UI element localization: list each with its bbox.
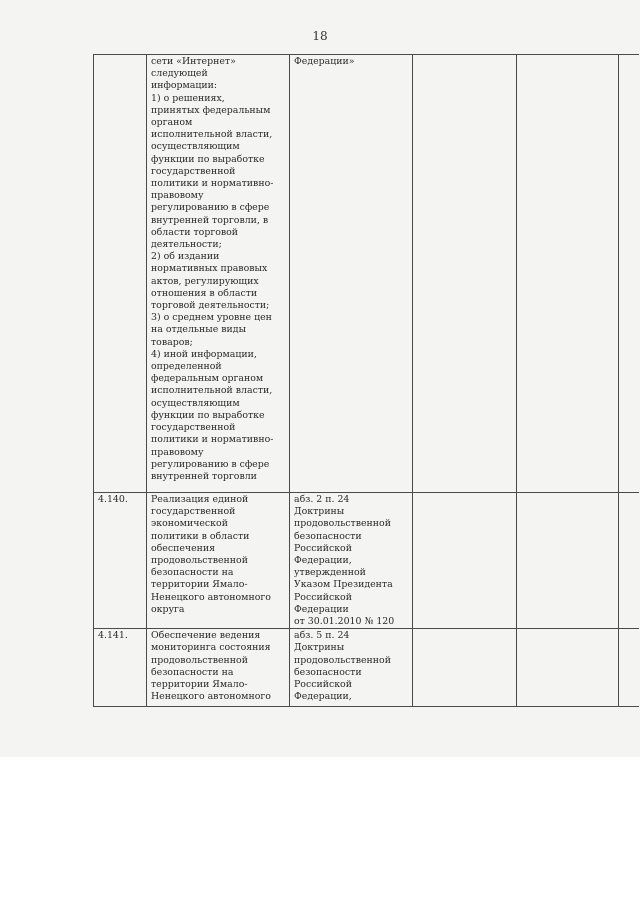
- empty-cell: [517, 629, 619, 707]
- legal-basis-cell: абз. 2 п. 24 Доктрины продовольственной безопасности Российской Федерации, утвержденной Указом Президента Российской Федерации от 30.01.2010 № 120: [290, 493, 413, 629]
- empty-cell: [413, 629, 517, 707]
- page-number: 18: [312, 29, 328, 43]
- row-number-cell: 4.140.: [94, 493, 147, 629]
- row-number-cell: [94, 55, 147, 493]
- empty-cell: [413, 493, 517, 629]
- legal-basis-cell: Федерации»: [290, 55, 413, 493]
- table-row: [94, 55, 639, 493]
- empty-cell: [517, 493, 619, 629]
- table-row: [94, 629, 639, 707]
- description-cell: сети «Интернет» следующей информации: 1) о решениях, принятых федеральным органом исполнительной власти, осуществляющим функции по выработке государственной политики и нормативно- правовому регулированию в сфере внутренней торговли, в области торговой деятельности; 2) об издании нормативных правовых актов, регулирующих отношения в области торговой деятельности; 3) о среднем уровне цен на отдельные виды товаров; 4) иной информации, определенной федеральным органом исполнительной власти, осуществляющим функции по выработке государственной политики и нормативно- правовому регулированию в сфере внутренней торговли: [147, 55, 290, 493]
- table-row: [94, 493, 639, 629]
- description-cell: Обеспечение ведения мониторинга состояния продовольственной безопасности на территории Ямало- Ненецкого автономного: [147, 629, 290, 707]
- row-number-cell: 4.141.: [94, 629, 147, 707]
- empty-cell: [517, 55, 619, 493]
- powers-table: [93, 54, 639, 707]
- empty-cell: [413, 55, 517, 493]
- empty-cell: [619, 629, 639, 707]
- description-cell: Реализация единой государственной экономической политики в области обеспечения продовольственной безопасности на территории Ямало- Ненецкого автономного округа: [147, 493, 290, 629]
- empty-cell: [619, 55, 639, 493]
- legal-basis-cell: абз. 5 п. 24 Доктрины продовольственной безопасности Российской Федерации,: [290, 629, 413, 707]
- empty-cell: [619, 493, 639, 629]
